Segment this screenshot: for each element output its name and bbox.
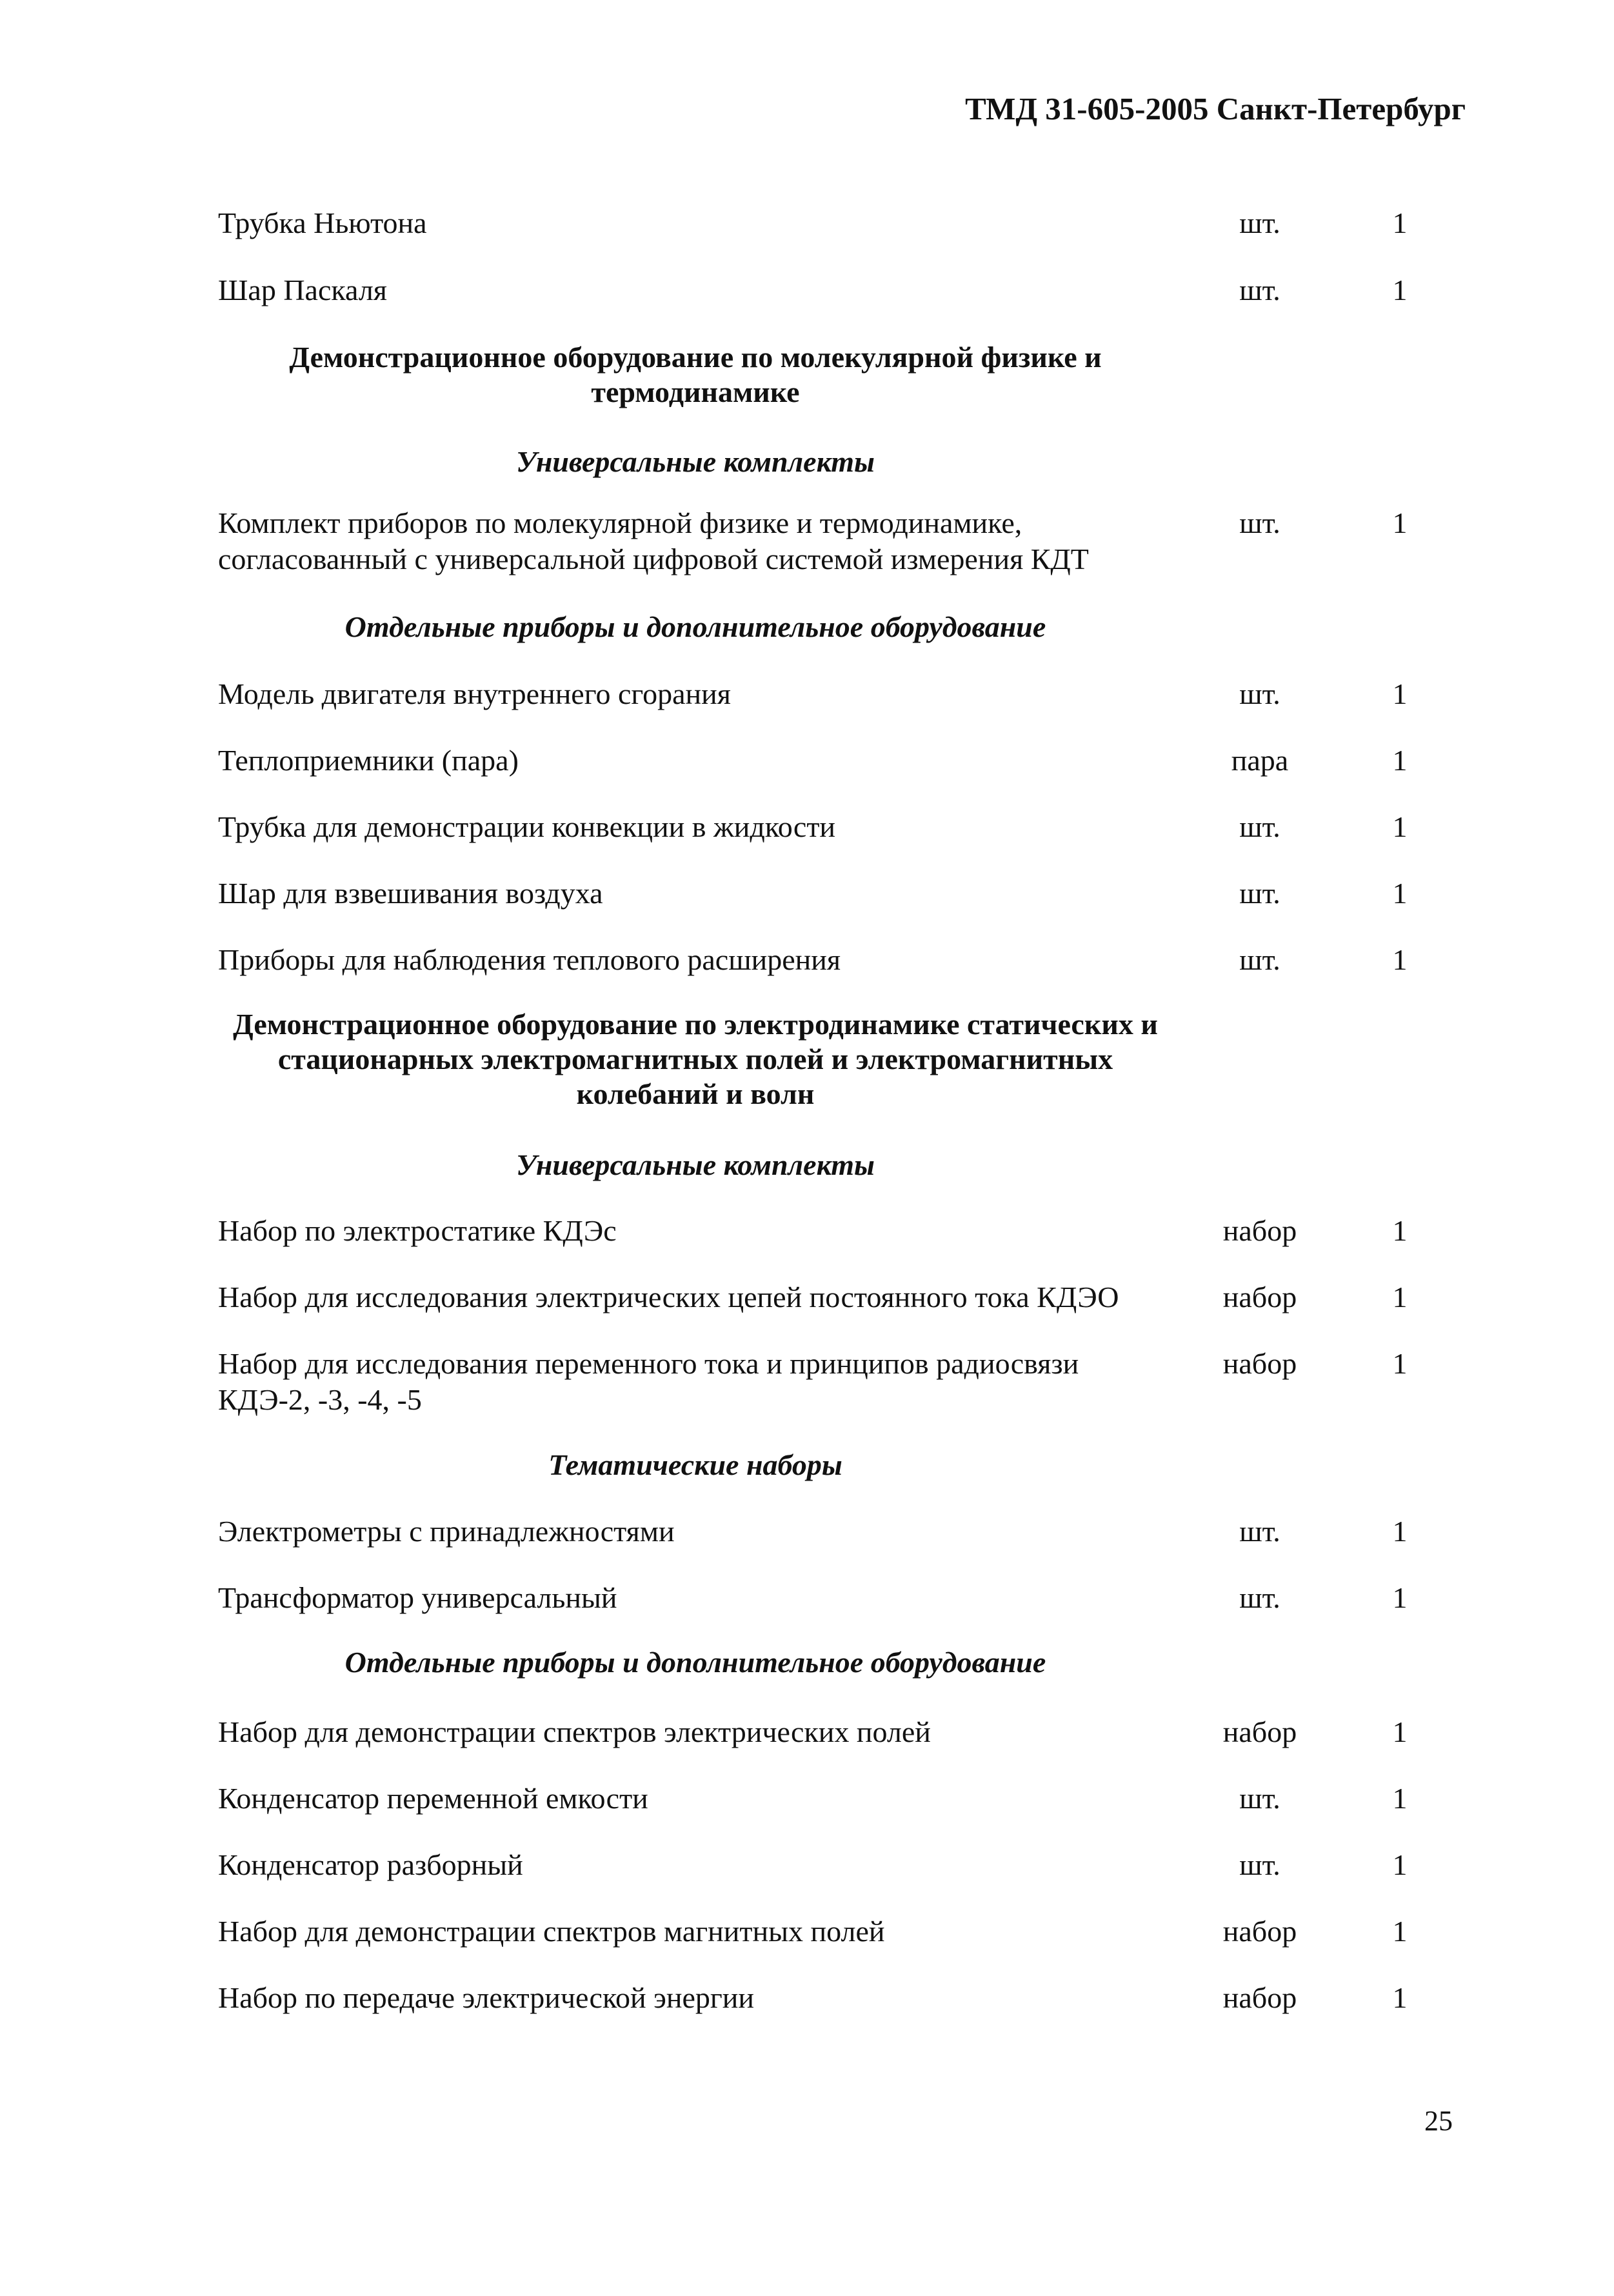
item-quantity: 1 — [1392, 1981, 1408, 2014]
item-quantity: 1 — [1392, 943, 1408, 976]
item-name: Трансформатор универсальный — [218, 1581, 617, 1614]
subsection-heading: Отдельные приборы и дополнительное оборудование — [344, 610, 1046, 643]
item-unit: шт. — [1239, 274, 1280, 306]
item-name: Теплоприемники (пара) — [218, 744, 519, 777]
document-header: ТМД 31-605-2005 Санкт-Петербург — [965, 91, 1466, 126]
section-heading: Демонстрационное оборудование по молекулярной физике и термодинамике — [289, 341, 1102, 408]
item-quantity: 1 — [1392, 1782, 1408, 1815]
item-name: Трубка для демонстрации конвекции в жидкости — [218, 810, 836, 843]
item-unit: шт. — [1239, 877, 1280, 910]
item-unit: шт. — [1239, 677, 1280, 710]
item-quantity: 1 — [1392, 677, 1408, 710]
item-quantity: 1 — [1392, 1915, 1408, 1948]
item-name: Комплект приборов по молекулярной физике и термодинамике, согласованный с универсальной цифровой системой измерения КДТ — [218, 506, 1089, 575]
item-unit: шт. — [1239, 506, 1280, 539]
item-quantity: 1 — [1392, 206, 1408, 239]
item-name: Шар для взвешивания воздуха — [218, 877, 603, 910]
item-name: Набор для демонстрации спектров магнитных полей — [218, 1915, 885, 1948]
item-quantity: 1 — [1392, 877, 1408, 910]
item-unit: пара — [1231, 744, 1289, 777]
item-name: Конденсатор переменной емкости — [218, 1782, 648, 1815]
item-unit: шт. — [1239, 206, 1280, 239]
item-name: Набор для исследования переменного тока и принципов радиосвязи КДЭ-2, -3, -4, -5 — [218, 1347, 1079, 1416]
item-name: Трубка Ньютона — [218, 206, 427, 239]
item-quantity: 1 — [1392, 1848, 1408, 1881]
item-unit: шт. — [1239, 810, 1280, 843]
item-quantity: 1 — [1392, 1214, 1408, 1247]
item-name: Набор по передаче электрической энергии — [218, 1981, 754, 2014]
item-unit: набор — [1222, 1281, 1297, 1313]
item-unit: шт. — [1239, 1848, 1280, 1881]
subsection-heading: Универсальные комплекты — [516, 445, 875, 478]
section-heading: Демонстрационное оборудование по электродинамике статических и стационарных электромагнитных полей и электромагнитных колебаний и волн — [233, 1008, 1158, 1110]
item-unit: набор — [1222, 1981, 1297, 2014]
item-name: Набор по электростатике КДЭс — [218, 1214, 617, 1247]
item-unit: набор — [1222, 1915, 1297, 1948]
item-unit: шт. — [1239, 1515, 1280, 1548]
item-name: Набор для демонстрации спектров электрических полей — [218, 1715, 931, 1748]
item-name: Шар Паскаля — [218, 274, 387, 306]
item-unit: набор — [1222, 1715, 1297, 1748]
subsection-heading: Тематические наборы — [548, 1448, 842, 1481]
subsection-heading: Отдельные приборы и дополнительное оборудование — [344, 1646, 1046, 1679]
item-name: Приборы для наблюдения теплового расширения — [218, 943, 841, 976]
item-quantity: 1 — [1392, 1281, 1408, 1313]
item-quantity: 1 — [1392, 506, 1408, 539]
item-quantity: 1 — [1392, 274, 1408, 306]
item-name: Электрометры с принадлежностями — [218, 1515, 675, 1548]
item-unit: шт. — [1239, 1782, 1280, 1815]
item-name: Набор для исследования электрических цепей постоянного тока КДЭО — [218, 1281, 1119, 1313]
item-quantity: 1 — [1392, 1347, 1408, 1380]
item-unit: шт. — [1239, 1581, 1280, 1614]
page-number: 25 — [1424, 2105, 1453, 2137]
item-quantity: 1 — [1392, 744, 1408, 777]
subsection-heading: Универсальные комплекты — [516, 1148, 875, 1181]
item-unit: набор — [1222, 1347, 1297, 1380]
item-quantity: 1 — [1392, 1715, 1408, 1748]
item-unit: набор — [1222, 1214, 1297, 1247]
item-name: Модель двигателя внутреннего сгорания — [218, 677, 731, 710]
item-unit: шт. — [1239, 943, 1280, 976]
item-quantity: 1 — [1392, 1581, 1408, 1614]
item-quantity: 1 — [1392, 1515, 1408, 1548]
item-quantity: 1 — [1392, 810, 1408, 843]
item-name: Конденсатор разборный — [218, 1848, 523, 1881]
